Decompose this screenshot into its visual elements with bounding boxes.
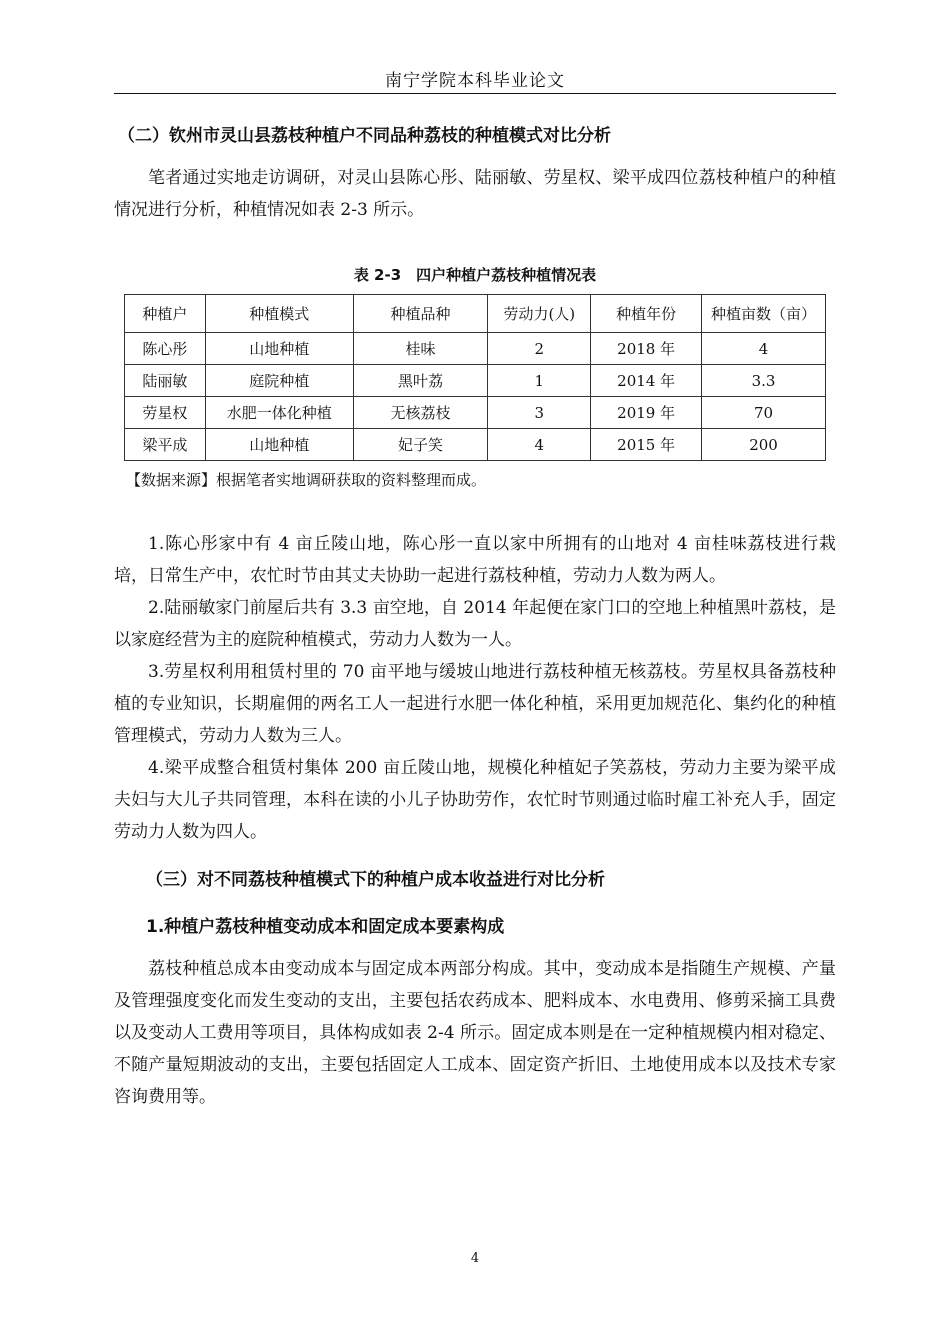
- table-cell: 70: [702, 397, 826, 429]
- table-cell: 2015 年: [591, 429, 702, 461]
- table-cell: 1: [488, 365, 591, 397]
- table-cell: 黑叶荔: [353, 365, 488, 397]
- table-row: [125, 333, 826, 365]
- table-cell: 4: [702, 333, 826, 365]
- table-cell: 桂味: [353, 333, 488, 365]
- list-item: 2.陆丽敏家门前屋后共有 3.3 亩空地，自 2014 年起便在家门口的空地上种植黑叶荔枝，是以家庭经营为主的庭院种植模式，劳动力人数为一人。: [114, 598, 836, 650]
- section-heading-3: （三）对不同荔枝种植模式下的种植户成本收益进行对比分析: [146, 870, 605, 890]
- header-rule: [114, 93, 836, 94]
- section-heading-2: （二）钦州市灵山县荔枝种植户不同品种荔枝的种植模式对比分析: [118, 126, 611, 146]
- table-header-cell: 劳动力(人): [488, 295, 591, 333]
- table-caption: 表 2-3 四户种植户荔枝种植情况表: [353, 266, 597, 284]
- table-cell: 3: [488, 397, 591, 429]
- table-cell: 水肥一体化种植: [205, 397, 353, 429]
- table-cell: 山地种植: [205, 429, 353, 461]
- table-header-row: [125, 295, 826, 333]
- table-source-note: 【数据来源】根据笔者实地调研获取的资料整理而成。: [126, 471, 487, 489]
- table-header-cell: 种植模式: [205, 295, 353, 333]
- table-cell: 2014 年: [591, 365, 702, 397]
- list-item: 4.梁平成整合租赁村集体 200 亩丘陵山地，规模化种植妃子笑荔枝，劳动力主要为梁平成夫妇与大儿子共同管理，本科在读的小儿子协助劳作，农忙时节则通过临时雇工补充人手，固定劳动力人数为四人。: [114, 758, 836, 842]
- table-header-cell: 种植品种: [353, 295, 488, 333]
- list-item: 3.劳星权利用租赁村里的 70 亩平地与缓坡山地进行荔枝种植无核荔枝。劳星权具备荔枝种植的专业知识，长期雇佣的两名工人一起进行水肥一体化种植，采用更加规范化、集约化的种植管理模式，劳动力人数为三人。: [114, 662, 836, 746]
- intro-paragraph: 笔者通过实地走访调研，对灵山县陈心彤、陆丽敏、劳星权、梁平成四位荔枝种植户的种植情况进行分析，种植情况如表 2-3 所示。: [114, 168, 836, 220]
- table-row: [125, 397, 826, 429]
- table-cell: 陆丽敏: [125, 365, 206, 397]
- table-cell: 庭院种植: [205, 365, 353, 397]
- table-header-cell: 种植户: [125, 295, 206, 333]
- page-header-title: 南宁学院本科毕业论文: [385, 71, 565, 91]
- planting-table: [124, 294, 826, 461]
- table-cell: 山地种植: [205, 333, 353, 365]
- table-cell: 劳星权: [125, 397, 206, 429]
- table-cell: 梁平成: [125, 429, 206, 461]
- table-cell: 妃子笑: [353, 429, 488, 461]
- table-cell: 200: [702, 429, 826, 461]
- table-cell: 陈心彤: [125, 333, 206, 365]
- table-row: [125, 365, 826, 397]
- table-cell: 3.3: [702, 365, 826, 397]
- table-cell: 2019 年: [591, 397, 702, 429]
- cost-paragraph: 荔枝种植总成本由变动成本与固定成本两部分构成。其中，变动成本是指随生产规模、产量及管理强度变化而发生变动的支出，主要包括农药成本、肥料成本、水电费用、修剪采摘工具费以及变动人工费用等项目，具体构成如表 2-4 所示。固定成本则是在一定种植规模内相对稳定、不随产量短期波动的支出，主要包括固定人工成本、固定资产折旧、土地使用成本以及技术专家咨询费用等。: [114, 959, 836, 1107]
- page-number: 4: [470, 1251, 480, 1266]
- table-cell: 无核荔枝: [353, 397, 488, 429]
- table-cell: 4: [488, 429, 591, 461]
- table-cell: 2: [488, 333, 591, 365]
- table-header-cell: 种植亩数（亩）: [702, 295, 826, 333]
- table-row: [125, 429, 826, 461]
- table-header-cell: 种植年份: [591, 295, 702, 333]
- subsection-heading: 1.种植户荔枝种植变动成本和固定成本要素构成: [146, 917, 505, 937]
- table-cell: 2018 年: [591, 333, 702, 365]
- list-item: 1.陈心彤家中有 4 亩丘陵山地，陈心彤一直以家中所拥有的山地对 4 亩桂味荔枝进行栽培，日常生产中，农忙时节由其丈夫协助一起进行荔枝种植，劳动力人数为两人。: [114, 534, 836, 586]
